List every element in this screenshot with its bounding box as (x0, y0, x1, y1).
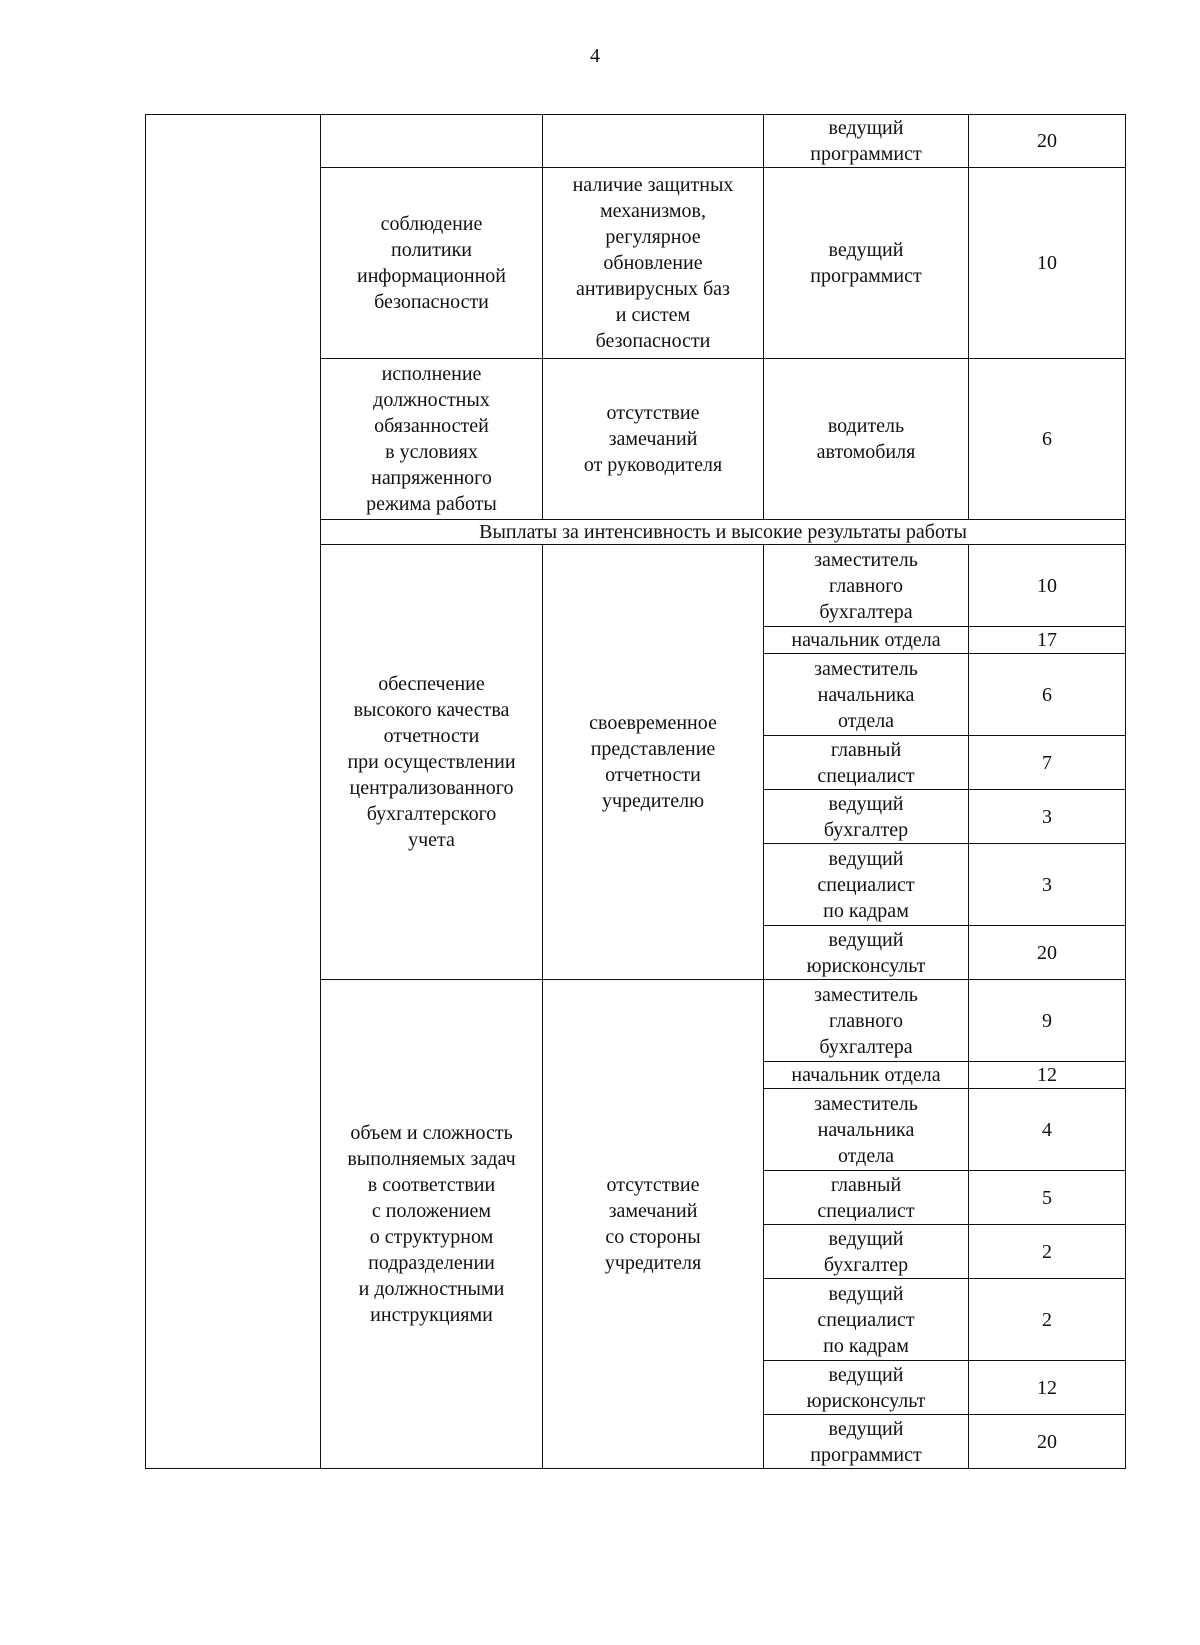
position-cell: заместитель начальника отдела (764, 654, 969, 736)
criterion-cell: соблюдение политики информационной безопасности (321, 168, 543, 359)
points-cell: 2 (969, 1225, 1126, 1279)
criterion-cell: обеспечение высокого качества отчетности при осуществлении централизованного бухгалтерского учета (321, 545, 543, 980)
table-row (146, 115, 1126, 168)
points-cell: 3 (969, 790, 1126, 844)
category-cell (146, 115, 321, 1469)
points-cell: 10 (969, 545, 1126, 627)
points-cell: 3 (969, 844, 1126, 926)
position-cell: главный специалист (764, 736, 969, 790)
points-cell: 20 (969, 115, 1126, 168)
section-title: Выплаты за интенсивность и высокие результаты работы (321, 520, 1126, 545)
page-number: 4 (590, 45, 600, 67)
position-cell: ведущий бухгалтер (764, 790, 969, 844)
indicator-cell: отсутствие замечаний от руководителя (543, 359, 764, 520)
indicator-cell (543, 115, 764, 168)
payments-table (145, 114, 1126, 1469)
position-cell: ведущий программист (764, 115, 969, 168)
position-cell: ведущий юрисконсульт (764, 926, 969, 980)
points-cell: 12 (969, 1062, 1126, 1089)
position-cell: ведущий программист (764, 1415, 969, 1469)
points-cell: 17 (969, 627, 1126, 654)
position-cell: заместитель начальника отдела (764, 1089, 969, 1171)
criterion-cell: объем и сложность выполняемых задач в соответствии с положением о структурном подразделении и должностными инструкциями (321, 980, 543, 1469)
position-cell: водитель автомобиля (764, 359, 969, 520)
points-cell: 10 (969, 168, 1126, 359)
indicator-cell: своевременное представление отчетности учредителю (543, 545, 764, 980)
points-cell: 7 (969, 736, 1126, 790)
position-cell: ведущий программист (764, 168, 969, 359)
indicator-cell: наличие защитных механизмов, регулярное обновление антивирусных баз и систем безопасности (543, 168, 764, 359)
position-cell: начальник отдела (764, 1062, 969, 1089)
points-cell: 2 (969, 1279, 1126, 1361)
points-cell: 4 (969, 1089, 1126, 1171)
position-cell: главный специалист (764, 1171, 969, 1225)
position-cell: ведущий специалист по кадрам (764, 844, 969, 926)
position-cell: ведущий юрисконсульт (764, 1361, 969, 1415)
position-cell: ведущий бухгалтер (764, 1225, 969, 1279)
position-cell: ведущий специалист по кадрам (764, 1279, 969, 1361)
indicator-cell: отсутствие замечаний со стороны учредителя (543, 980, 764, 1469)
position-cell: начальник отдела (764, 627, 969, 654)
criterion-cell: исполнение должностных обязанностей в условиях напряженного режима работы (321, 359, 543, 520)
position-cell: заместитель главного бухгалтера (764, 980, 969, 1062)
criterion-cell (321, 115, 543, 168)
position-cell: заместитель главного бухгалтера (764, 545, 969, 627)
points-cell: 6 (969, 359, 1126, 520)
points-cell: 5 (969, 1171, 1126, 1225)
points-cell: 6 (969, 654, 1126, 736)
points-cell: 9 (969, 980, 1126, 1062)
points-cell: 20 (969, 1415, 1126, 1469)
points-cell: 12 (969, 1361, 1126, 1415)
points-cell: 20 (969, 926, 1126, 980)
